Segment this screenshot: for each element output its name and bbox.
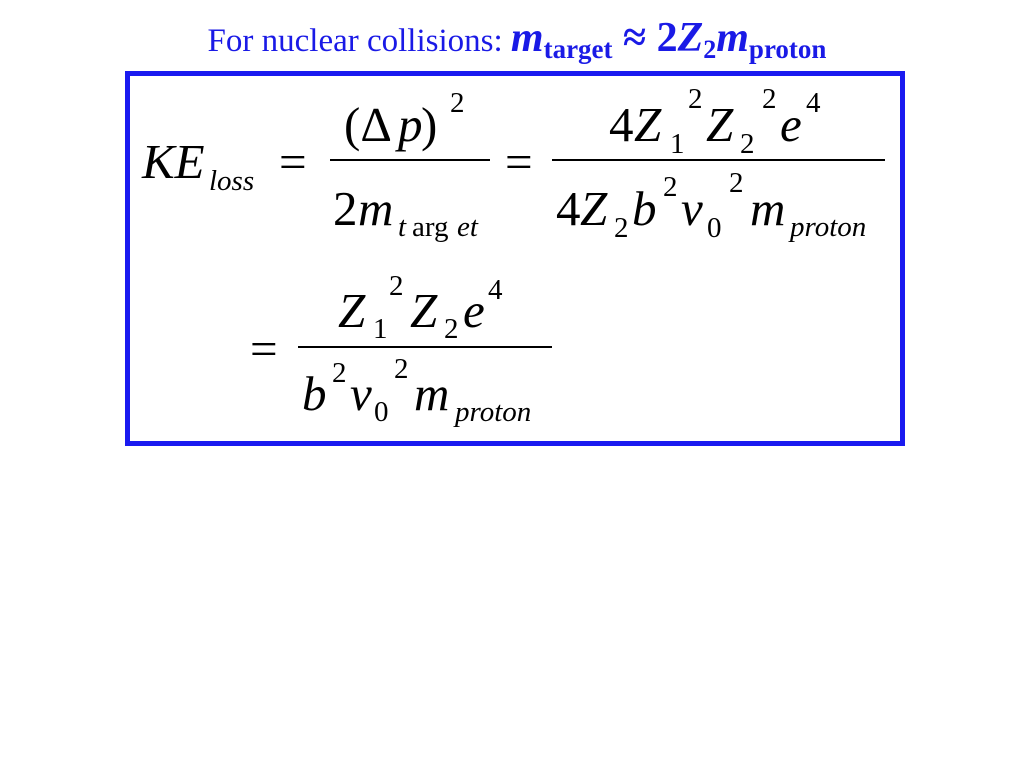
num2-z1-exponent: 2 [688, 83, 703, 115]
den2-v-subscript: 0 [707, 212, 722, 244]
num2-z1-subscript: 1 [670, 128, 685, 160]
num3-z1-exponent: 2 [389, 270, 404, 302]
den3-b: b [302, 366, 327, 421]
num2-z2-subscript: 2 [740, 128, 755, 160]
heading-prefix: For nuclear collisions: [207, 23, 511, 59]
den3-v: v [350, 366, 372, 421]
num2-e: e [780, 97, 802, 152]
den2-b: b [632, 181, 657, 236]
delta-close: ) [421, 97, 438, 152]
equals-sign-3: = [250, 321, 278, 376]
den3-v-subscript: 0 [374, 396, 389, 428]
den1-subscript-t: t [398, 211, 407, 243]
num2-coefficient: 4 [609, 97, 634, 152]
den2-b-exponent: 2 [663, 171, 678, 203]
ke-symbol: KE [142, 134, 205, 189]
loss-subscript: loss [209, 165, 255, 197]
heading-z-subscript: 2 [703, 35, 717, 64]
den1-coefficient: 2 [333, 181, 358, 236]
num2-z2: Z [706, 97, 734, 152]
heading-proton-subscript: proton [748, 34, 827, 64]
den3-b-exponent: 2 [332, 357, 347, 389]
num3-z1-subscript: 1 [373, 313, 388, 345]
den2-z2-subscript: 2 [614, 212, 629, 244]
equals-sign-2: = [505, 134, 533, 189]
heading-z: Z [677, 15, 704, 61]
equals-sign-1: = [279, 134, 307, 189]
num2-z2-exponent: 2 [762, 83, 777, 115]
momentum-exponent: 2 [450, 87, 465, 119]
num3-z2-subscript: 2 [444, 313, 459, 345]
den1-m: m [358, 181, 394, 236]
den1-subscript-et: et [457, 211, 478, 243]
num3-e: e [463, 283, 485, 338]
num2-z1: Z [634, 97, 662, 152]
den3-m: m [414, 366, 450, 421]
den2-proton-subscript: proton [790, 211, 867, 243]
momentum-p: p [398, 97, 423, 152]
den1-subscript-arg: arg [412, 211, 449, 243]
den3-v-exponent: 2 [394, 353, 409, 385]
heading-m-proton: m [716, 15, 749, 61]
den2-m: m [750, 181, 786, 236]
den2-z2: Z [580, 181, 608, 236]
den2-v: v [681, 181, 703, 236]
num3-z1: Z [338, 283, 366, 338]
num3-e-exponent: 4 [488, 274, 503, 306]
den2-v-exponent: 2 [729, 167, 744, 199]
delta-open: (Δ [344, 97, 392, 152]
num3-z2: Z [410, 283, 438, 338]
heading-target-subscript: target [543, 34, 613, 64]
den2-coefficient: 4 [556, 181, 581, 236]
num2-e-exponent: 4 [806, 87, 821, 119]
heading-approx: ≈ 2 [612, 15, 678, 61]
den3-proton-subscript: proton [455, 396, 532, 428]
heading-m: m [510, 15, 544, 61]
